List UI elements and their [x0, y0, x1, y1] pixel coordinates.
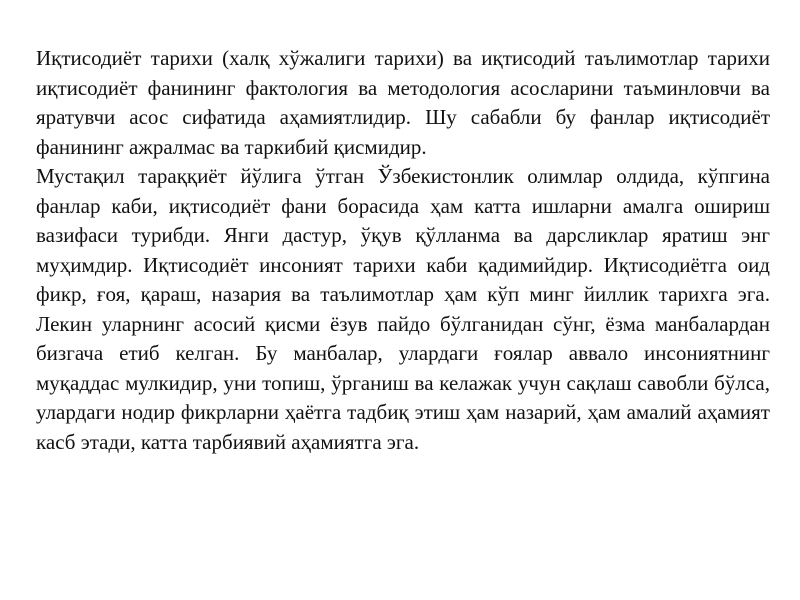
- document-body: [36, 44, 770, 457]
- paragraph-1: Иқтисодиёт тарихи (халқ хўжалиги тарихи) ва иқтисодий таълимотлар тарихи иқтисодиёт фанининг фактология ва методология асосларини таъминловчи ва яратувчи асос сифатида аҳамиятлидир. Шу сабабли бу фанлар иқтисодиёт фанининг ажралмас ва таркибий қисмидир.: [36, 46, 770, 159]
- paragraph-2: Мустақил тараққиёт йўлига ўтган Ўзбекистонлик олимлар олдида, кўпгина фанлар каби, иқтисодиёт фани борасида ҳам катта ишларни амалга ошириш вазифаси турибди. Янги дастур, ўқув қўлланма ва дарсликлар яратиш энг муҳимдир. Иқтисодиёт инсоният тарихи каби қадимийдир. Иқтисодиётга оид фикр, ғоя, қараш, назария ва таълимотлар ҳам кўп минг йиллик тарихга эга. Лекин уларнинг асосий қисми ёзув пайдо бўлганидан сўнг, ёзма манбалардан бизгача етиб келган. Бу манбалар, улардаги ғоялар аввало инсониятнинг муқаддас мулкидир, уни топиш, ўрганиш ва келажак учун сақлаш савобли бўлса, улардаги нодир фикрларни ҳаётга тадбиқ этиш ҳам назарий, ҳам амалий аҳамият касб этади, катта тарбиявий аҳамиятга эга.: [36, 164, 770, 454]
